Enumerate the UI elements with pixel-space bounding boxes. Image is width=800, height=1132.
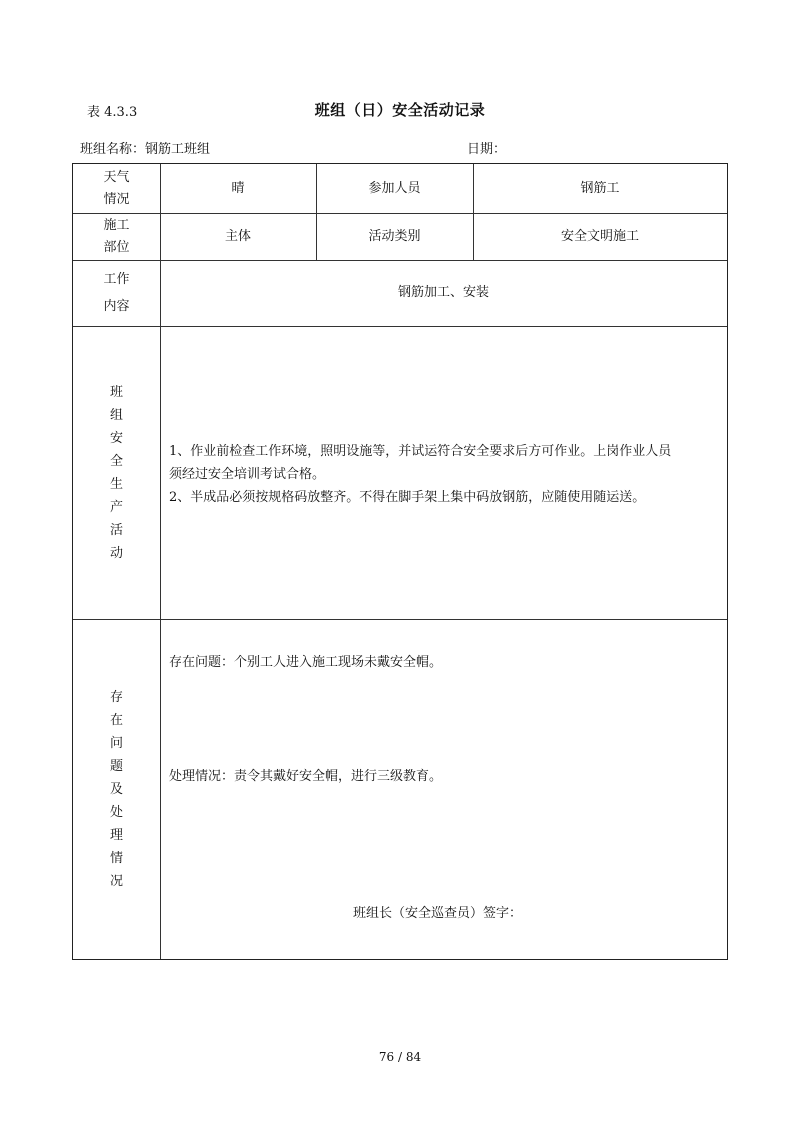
row-divider xyxy=(73,619,727,620)
activity-record-table xyxy=(72,163,728,960)
participants-label: 参加人员 xyxy=(368,180,421,196)
activity-type-label: 活动类别 xyxy=(368,228,421,244)
safety-line: 2、半成品必须按规格码放整齐。不得在脚手架上集中码放钢筋，应随使用随运送。 xyxy=(169,490,646,505)
work-content-label: 工作 内容 xyxy=(103,272,130,314)
location-label: 施工 部位 xyxy=(103,217,130,255)
location-value: 主体 xyxy=(224,228,251,244)
issues-label: 存 在 问 题 及 处 理 情 况 xyxy=(109,689,123,889)
weather-label: 天气 情况 xyxy=(103,169,130,207)
page-title: 班组（日）安全活动记录 xyxy=(314,101,486,119)
safety-activity-label: 班 组 安 全 生 产 活 动 xyxy=(109,384,123,561)
safety-activity-content xyxy=(169,440,724,509)
date-label: 日期： xyxy=(467,142,507,157)
activity-type-value: 安全文明施工 xyxy=(560,228,639,244)
safety-line: 须经过安全培训考试合格。 xyxy=(169,467,326,482)
weather-value: 晴 xyxy=(231,180,245,196)
table-number: 表 4.3.3 xyxy=(87,105,138,120)
page-number: 76 / 84 xyxy=(378,1050,422,1064)
safety-line: 1、作业前检查工作环境，照明设施等，并试运符合安全要求后方可作业。上岗作业人员 xyxy=(169,444,672,459)
signature-label: 班组长（安全巡查员）签字： xyxy=(353,906,523,921)
issues-problem: 存在问题：个别工人进入施工现场未戴安全帽。 xyxy=(169,655,443,670)
work-content-value: 钢筋加工、安装 xyxy=(397,285,489,300)
row-divider xyxy=(73,326,727,327)
team-name: 班组名称：钢筋工班组 xyxy=(80,142,211,157)
issues-handling: 处理情况：责令其戴好安全帽，进行三级教育。 xyxy=(169,769,443,784)
participants-value: 钢筋工 xyxy=(580,180,620,196)
